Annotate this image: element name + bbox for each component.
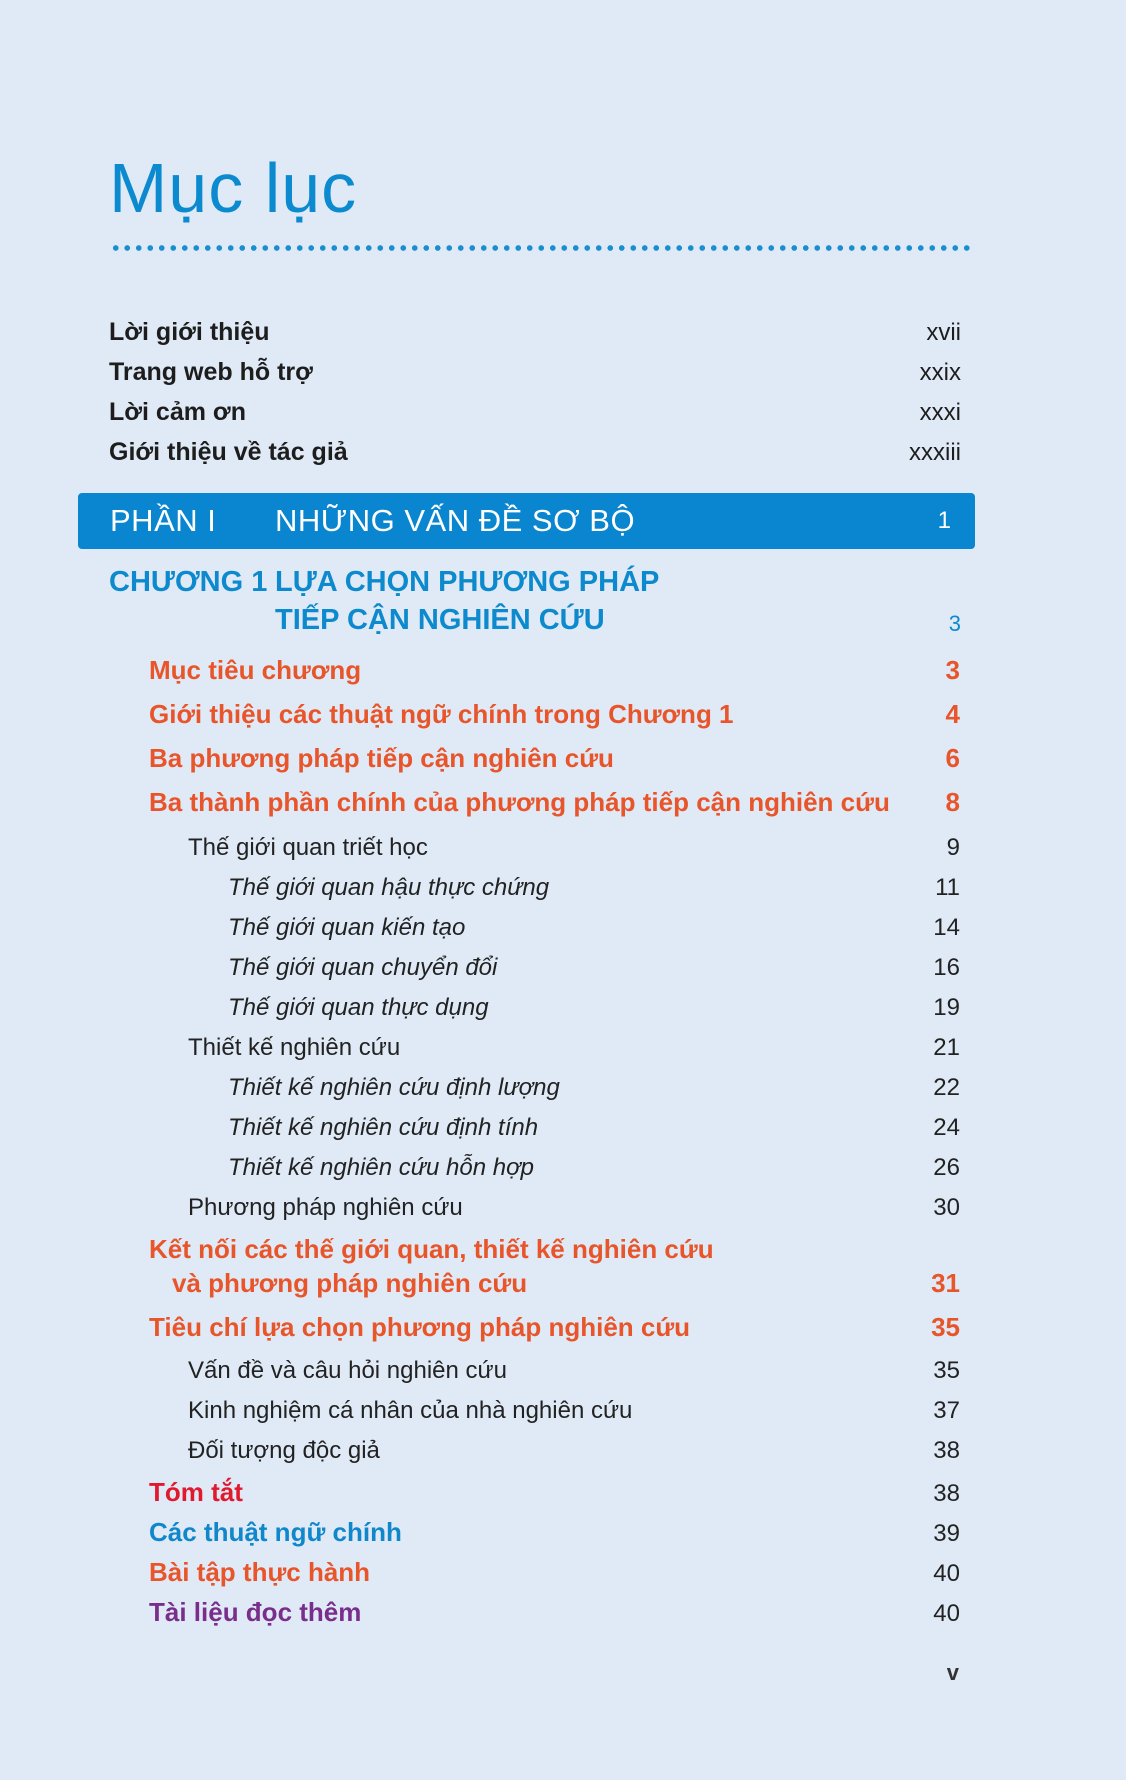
entry-page: xxix [919, 359, 961, 386]
entry-label: Thế giới quan kiến tạo [228, 914, 466, 941]
entry-page: xxxiii [909, 439, 961, 466]
toc-entry-subsubsection[interactable] [0, 1154, 1126, 1182]
entry-page: 3 [945, 655, 960, 685]
toc-entry-section[interactable] [0, 1312, 1126, 1343]
entry-label: Thế giới quan chuyển đổi [228, 954, 498, 981]
entry-page: 14 [933, 914, 960, 941]
entry-label: Ba phương pháp tiếp cận nghiên cứu [149, 743, 614, 773]
toc-entry-further-reading[interactable] [0, 1597, 1126, 1628]
toc-entry-subsubsection[interactable] [0, 954, 1126, 982]
entry-label: Thế giới quan triết học [188, 834, 428, 861]
entry-page: 24 [933, 1114, 960, 1141]
entry-page: 40 [933, 1560, 960, 1587]
toc-entry-section[interactable] [0, 787, 1126, 818]
toc-entry-subsubsection[interactable] [0, 874, 1126, 902]
toc-entry-section-line1[interactable] [0, 1234, 1126, 1265]
toc-entry-section[interactable] [0, 743, 1126, 774]
toc-entry-exercises[interactable] [0, 1557, 1126, 1588]
entry-label: Tiêu chí lựa chọn phương pháp nghiên cứu [149, 1312, 691, 1342]
entry-page: 16 [933, 954, 960, 981]
chapter-title-line1[interactable]: LỰA CHỌN PHƯƠNG PHÁP [275, 566, 660, 598]
toc-entry-section-line2[interactable] [0, 1268, 1126, 1299]
entry-label: Trang web hỗ trợ [109, 358, 313, 386]
entry-label: Mục tiêu chương [149, 655, 362, 685]
entry-label: Lời giới thiệu [109, 318, 270, 346]
entry-page: 38 [933, 1480, 960, 1507]
entry-page: 30 [933, 1194, 960, 1221]
entry-label: và phương pháp nghiên cứu [172, 1268, 528, 1298]
entry-page: 19 [933, 994, 960, 1021]
part-title: NHỮNG VẤN ĐỀ SƠ BỘ [275, 503, 636, 538]
toc-entry-front-1[interactable] [0, 318, 1126, 347]
entry-label: Thiết kế nghiên cứu [188, 1034, 401, 1061]
toc-entry-section[interactable] [0, 699, 1126, 730]
toc-entry-subsubsection[interactable] [0, 1074, 1126, 1102]
toc-entry-front-4[interactable] [0, 438, 1126, 467]
page-title: Mục lục [109, 149, 358, 227]
entry-label: Đối tượng độc giả [188, 1437, 380, 1464]
entry-page: 21 [933, 1034, 960, 1061]
chapter-title-line2[interactable]: TIẾP CẬN NGHIÊN CỨU [275, 604, 605, 636]
toc-entry-subsection[interactable] [0, 1437, 1126, 1465]
toc-entry-subsubsection[interactable] [0, 1114, 1126, 1142]
entry-label: Phương pháp nghiên cứu [188, 1194, 463, 1221]
entry-page: 11 [935, 874, 960, 901]
toc-entry-subsection[interactable] [0, 1357, 1126, 1385]
entry-page: xxxi [919, 399, 961, 426]
entry-label: Thế giới quan hậu thực chứng [228, 874, 550, 901]
entry-label: Tài liệu đọc thêm [149, 1597, 362, 1627]
entry-page: 40 [933, 1600, 960, 1627]
toc-entry-subsection[interactable] [0, 1397, 1126, 1425]
entry-label: Kinh nghiệm cá nhân của nhà nghiên cứu [188, 1397, 633, 1424]
toc-entry-section[interactable] [0, 655, 1126, 686]
entry-page: 22 [933, 1074, 960, 1101]
toc-entry-subsection[interactable] [0, 1194, 1126, 1222]
entry-label: Thiết kế nghiên cứu định lượng [228, 1074, 560, 1101]
entry-label: Kết nối các thế giới quan, thiết kế nghiên cứu [149, 1234, 714, 1264]
chapter-number: CHƯƠNG 1 [109, 566, 268, 598]
entry-label: Các thuật ngữ chính [149, 1517, 402, 1547]
toc-entry-subsection[interactable] [0, 1034, 1126, 1062]
entry-page: 9 [946, 834, 960, 861]
entry-label: Thiết kế nghiên cứu hỗn hợp [228, 1154, 534, 1181]
entry-label: Thế giới quan thực dụng [228, 994, 489, 1021]
part-heading-bar[interactable] [78, 493, 975, 549]
toc-entry-front-2[interactable] [0, 358, 1126, 387]
toc-entry-summary[interactable] [0, 1477, 1126, 1508]
page-folio: v [946, 1660, 959, 1685]
entry-page: 39 [933, 1520, 960, 1547]
toc-entry-subsection[interactable] [0, 834, 1126, 862]
entry-page: 38 [933, 1437, 960, 1464]
entry-label: Lời cảm ơn [109, 398, 246, 426]
entry-label: Vấn đề và câu hỏi nghiên cứu [188, 1357, 507, 1384]
chapter-page: 3 [948, 611, 961, 636]
part-number: PHẦN I [110, 503, 217, 538]
entry-page: 31 [931, 1268, 960, 1298]
entry-page: 26 [933, 1154, 960, 1181]
entry-label: Thiết kế nghiên cứu định tính [228, 1114, 539, 1141]
toc-entry-front-3[interactable] [0, 398, 1126, 427]
entry-page: 4 [945, 699, 960, 729]
entry-label: Ba thành phần chính của phương pháp tiếp cận nghiên cứu [149, 787, 890, 817]
toc-entry-subsubsection[interactable] [0, 994, 1126, 1022]
entry-label: Giới thiệu các thuật ngữ chính trong Chương 1 [149, 699, 734, 729]
entry-page: xvii [926, 319, 961, 346]
dotted-divider [110, 243, 970, 253]
entry-page: 35 [933, 1357, 960, 1384]
entry-page: 6 [945, 743, 960, 773]
entry-page: 8 [945, 787, 960, 817]
toc-entry-subsubsection[interactable] [0, 914, 1126, 942]
entry-page: 37 [933, 1397, 960, 1424]
entry-label: Giới thiệu về tác giả [109, 438, 348, 466]
toc-entry-key-terms[interactable] [0, 1517, 1126, 1548]
entry-label: Tóm tắt [149, 1477, 243, 1507]
entry-page: 35 [931, 1312, 960, 1342]
part-page: 1 [937, 507, 951, 534]
entry-label: Bài tập thực hành [149, 1557, 371, 1587]
